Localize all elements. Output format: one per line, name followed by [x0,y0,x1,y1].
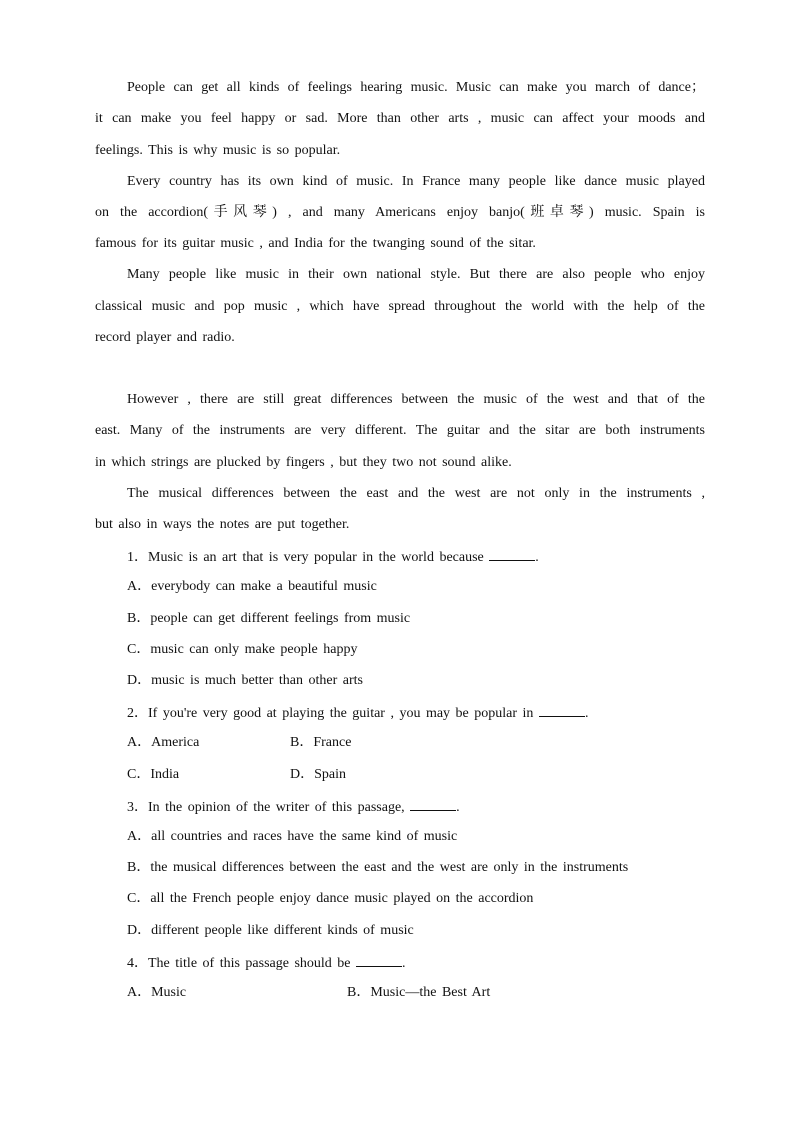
question-4-option-a[interactable]: A．Music [127,985,187,1000]
question-4-options-row-1 [127,982,737,1004]
question-2-option-b[interactable]: B．France [290,735,352,750]
question-3-option-a[interactable]: A．all countries and races have the same kind of music [127,829,458,844]
passage-p4-line-2: east. Many of the instruments are very different. The guitar and the sitar are both instruments [95,423,705,438]
passage-p3-line-1: Many people like music in their own national style. But there are also people who enjoy [127,267,705,282]
passage-p1-line-1: People can get all kinds of feelings hearing music. Music can make you march of dance； [127,80,705,95]
question-4-text: 4．The title of this passage should be [127,956,351,971]
question-2-options-row-1 [127,732,737,754]
question-1-end: . [535,550,539,565]
question-3-option-b[interactable]: B．the musical differences between the east and the west are only in the instruments [127,860,629,875]
question-3-text: 3．In the opinion of the writer of this passage, [127,800,405,815]
question-2-option-d[interactable]: D．Spain [290,767,346,782]
answer-blank-3[interactable] [410,795,456,811]
passage-p1-line-3: feelings. This is why music is so popular. [95,143,341,158]
question-1-text: 1．Music is an art that is very popular in the world because [127,550,484,565]
question-3-end: . [456,800,460,815]
passage-p5-line-1: The musical differences between the east and the west are not only in the instruments , [127,486,705,501]
passage-p4-line-1: However , there are still great differences between the music of the west and that of the [127,392,705,407]
question-3-stem [127,795,737,817]
passage-p3-line-3: record player and radio. [95,330,235,345]
question-1-option-c[interactable]: C．music can only make people happy [127,642,358,657]
question-1-option-a[interactable]: A．everybody can make a beautiful music [127,579,377,594]
passage-p2-line-1: Every country has its own kind of music. In France many people like dance music played [127,174,705,189]
question-2-options-row-2 [127,764,737,786]
question-1-option-d[interactable]: D．music is much better than other arts [127,673,363,688]
question-2-text: 2．If you're very good at playing the guitar , you may be popular in [127,706,534,721]
passage-p4-line-3: in which strings are plucked by fingers , but they two not sound alike. [95,455,512,470]
question-2-stem [127,701,737,723]
answer-blank-1[interactable] [489,545,535,561]
passage-p3-line-2: classical music and pop music , which have spread throughout the world with the help of the [95,299,705,314]
question-2-option-a[interactable]: A．America [127,735,200,750]
answer-blank-4[interactable] [356,951,402,967]
question-3-option-c[interactable]: C．all the French people enjoy dance music played on the accordion [127,891,534,906]
question-2-end: . [584,706,589,721]
question-1-option-b[interactable]: B．people can get different feelings from music [127,611,411,626]
question-4-stem [127,951,737,973]
passage-p5-line-2: but also in ways the notes are put together. [95,517,350,532]
answer-blank-2[interactable] [539,701,585,717]
question-2-option-c[interactable]: C．India [127,767,180,782]
question-4-end: . [402,956,406,971]
question-4-option-b[interactable]: B．Music—the Best Art [347,985,491,1000]
passage-p2-line-2: on the accordion(手风琴) , and many Americans enjoy banjo(班卓琴) music. Spain is [95,205,705,220]
question-3-option-d[interactable]: D．different people like different kinds of music [127,923,414,938]
passage-p1-line-2: it can make you feel happy or sad. More than other arts , music can affect your moods and [95,111,705,126]
question-1-stem [127,545,737,567]
passage-p2-line-3: famous for its guitar music , and India for the twanging sound of the sitar. [95,236,536,251]
